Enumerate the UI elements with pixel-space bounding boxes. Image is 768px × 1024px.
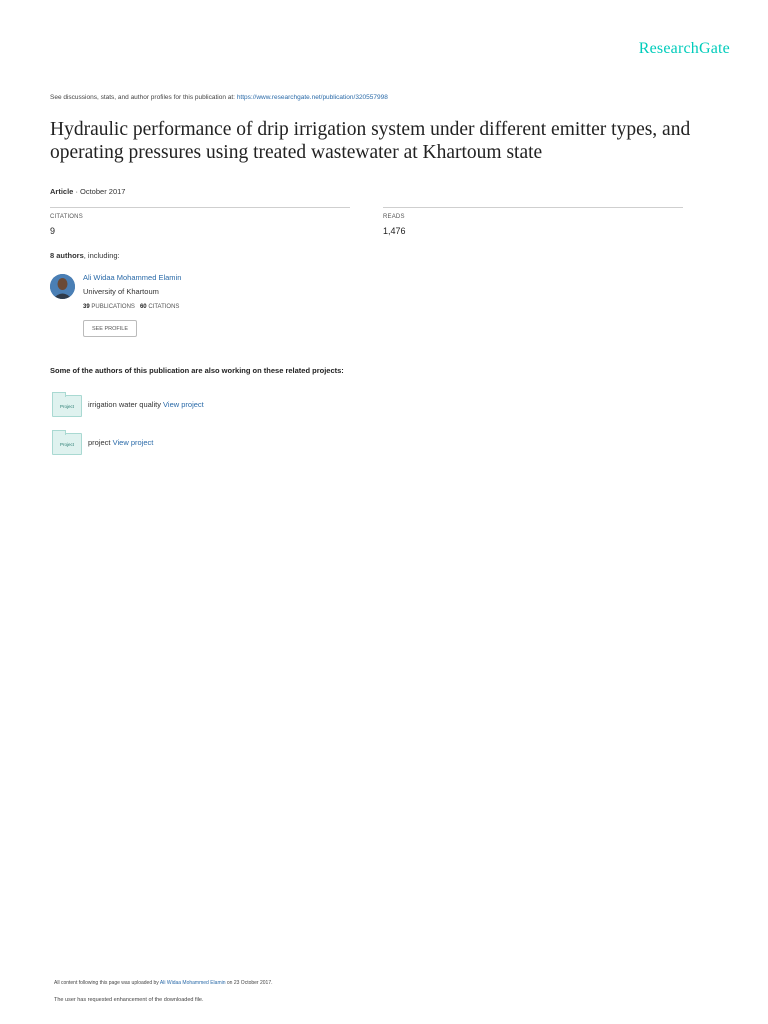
related-projects-heading: Some of the authors of this publication are also working on these related projects: [50,366,344,375]
project-name: project [88,438,111,447]
reads-label: READS [383,214,405,220]
project-icon-label: Project [59,403,74,409]
upload-prefix: All content following this page was uploaded by [54,980,159,986]
author-publications-count: 39 [83,304,90,310]
divider-reads [383,207,683,208]
divider-citations [50,207,350,208]
author-avatar[interactable] [50,274,75,299]
author-publications-label: PUBLICATIONS [91,304,135,310]
author-citations-label: CITATIONS [148,304,180,310]
project-icon-label: Project [59,441,74,447]
authors-count: 8 authors [50,251,84,260]
project-item [88,400,204,409]
reads-value: 1,476 [383,226,406,236]
author-citations-count: 60 [139,304,147,310]
publication-url-link[interactable]: https://www.researchgate.net/publication/320557998 [236,94,388,101]
authors-suffix: , including: [83,251,120,260]
enhancement-note: The user has requested enhancement of the downloaded file. [54,997,204,1003]
see-profile-button[interactable]: SEE PROFILE [83,320,137,337]
project-folder-icon [52,395,82,417]
authors-summary [50,251,120,260]
publication-title: Hydraulic performance of drip irrigation system under different emitter types, and operating pressures using treated wastewater at Khartoum state [50,119,691,163]
author-photo-icon [50,274,75,299]
upload-note [54,980,273,986]
project-item [88,438,153,447]
project-name: irrigation water quality [88,400,161,409]
publication-type: Article [50,187,74,196]
publication-date: · October 2017 [75,187,126,196]
discussion-line [50,94,388,101]
publication-meta [50,187,125,196]
author-stats [83,304,179,310]
author-institution: University of Khartoum [83,287,159,296]
project-folder-icon [52,433,82,455]
view-project-link[interactable]: View project [112,438,154,447]
uploader-link[interactable]: Ali Widaa Mohammed Elamin [159,980,226,986]
upload-suffix: on 23 October 2017. [226,980,273,986]
citations-label: CITATIONS [50,214,83,220]
discussion-prefix: See discussions, stats, and author profiles for this publication at: [50,94,235,101]
citations-value: 9 [50,226,56,236]
researchgate-logo[interactable]: ResearchGate [638,40,730,57]
view-project-link[interactable]: View project [163,400,204,409]
author-name-link[interactable]: Ali Widaa Mohammed Elamin [83,273,182,282]
